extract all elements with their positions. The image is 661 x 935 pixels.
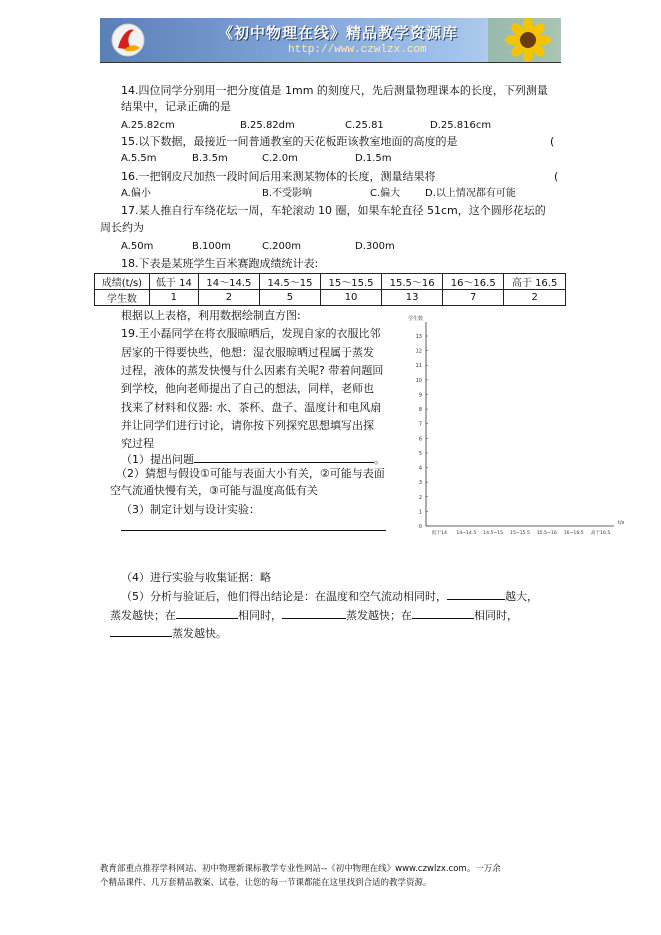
answer-blank-2[interactable]: [447, 588, 505, 600]
site-logo-icon: [110, 22, 146, 58]
q16-option-c: C.偏大: [370, 188, 401, 199]
q18-text: 18.下表是某班学生百米赛跑成绩统计表:: [121, 257, 319, 270]
q17-option-d: D.300m: [355, 241, 395, 252]
histogram-chart: [402, 314, 632, 542]
q19-step1: [121, 451, 385, 467]
q16-option-d: D.以上情况都有可能: [425, 188, 516, 199]
footer-line2: 个精品课件、几万套精品教案、试卷，让您的每一节课都能在这里找到合适的教学资源。: [100, 878, 432, 888]
table-row: [95, 290, 566, 306]
footer-line1: 教育部重点推荐学科网站、初中物理新课标教学专业性网站--《初中物理在线》www.czwlzx.com。一万余: [100, 864, 501, 874]
q17-option-c: C.200m: [262, 241, 301, 252]
q19-step2-line2: 空气流通快慢有关，③可能与温度高低有关: [110, 484, 318, 497]
q17-option-a: A.50m: [121, 241, 154, 252]
q14-line2: 结果中，记录正确的是: [121, 100, 231, 113]
q16-text: 16.一把钢皮尺加热一段时间后用来测某物体的长度，测量结果将: [121, 170, 436, 183]
q19-step5-line2: [110, 607, 518, 623]
table-cell: 10: [321, 290, 382, 306]
table-cell: 高于 16.5: [504, 274, 566, 290]
q19-step5-text-c: 蒸发越快；在: [110, 609, 176, 622]
table-cell: 7: [443, 290, 504, 306]
q15-option-b: B.3.5m: [192, 153, 228, 164]
y-tick-label: 1: [418, 509, 422, 516]
x-tick-label: 低于14: [431, 531, 447, 536]
q15-option-d: D.1.5m: [355, 153, 392, 164]
q15-option-c: C.2.0m: [262, 153, 298, 164]
q18-after: 根据以上表格，利用数据绘制直方图:: [121, 309, 301, 322]
q19-line-5: 找来了材料和仪器: 水、茶杯、盘子、温度计和电风扇: [121, 401, 382, 414]
y-tick-label: 2: [418, 494, 422, 501]
q19-step5-text-g: 蒸发越快。: [172, 627, 227, 640]
table-cell: 2: [504, 290, 566, 306]
y-tick-label: 13: [415, 334, 422, 340]
q16-option-a: A.偏小: [121, 188, 151, 199]
y-tick-label: 7: [418, 421, 422, 428]
q19-step1-label: （1）提出问题: [121, 453, 194, 466]
answer-blank-1[interactable]: [194, 451, 374, 463]
y-tick-label: 4: [418, 465, 422, 472]
banner-url[interactable]: http://www.czwlzx.com: [288, 44, 427, 56]
answer-blank-4[interactable]: [282, 607, 346, 619]
q16-paren: (: [554, 170, 559, 183]
q19-step5-text-a: （5）分析与验证后，他们得出结论是：在温度和空气流动相同时，: [121, 590, 447, 603]
q19-step1-end: 。: [374, 453, 385, 466]
table-cell: 15～15.5: [321, 274, 382, 290]
q19-step3: （3）制定计划与设计实验：: [121, 503, 260, 516]
x-tick-label: 15~15.5: [510, 531, 530, 536]
y-tick-label: 6: [418, 436, 422, 443]
q19-step5-line1: [121, 588, 538, 604]
q19-step5-text-f: 相同时，: [474, 609, 518, 622]
q17-line1: 17.某人推自行车绕花坛一周，车轮滚动 10 圈，如果车轮直径 51cm，这个圆形花坛的: [121, 204, 546, 217]
q19-step5-line3: [110, 625, 227, 641]
q16-option-b: B.不受影响: [262, 188, 313, 199]
q15-text: 15.以下数据，最接近一间普通教室的天花板距该教室地面的高度的是: [121, 135, 458, 148]
q14-option-c: C.25.81: [345, 120, 384, 131]
table-cell: 14.5～15: [259, 274, 320, 290]
y-tick-label: 12: [415, 348, 422, 355]
y-tick-label: 9: [418, 392, 422, 399]
x-axis-label: t/s: [618, 520, 625, 526]
q19-step5-text-b: 越大，: [505, 590, 538, 603]
q19-line-6: 并让同学们进行讨论，请你按下列探究思想填写出探: [121, 419, 374, 432]
q17-option-b: B.100m: [192, 241, 231, 252]
table-cell: 16～16.5: [443, 274, 504, 290]
table-row: [95, 274, 566, 290]
grade-table: [94, 273, 566, 306]
table-cell: 低于 14: [149, 274, 198, 290]
q15-paren: (: [550, 135, 555, 148]
q19-step4: （4）进行实验与收集证据：略: [121, 571, 271, 584]
banner-title: 《初中物理在线》精品教学资源库: [218, 24, 459, 42]
table-cell: 2: [198, 290, 259, 306]
answer-blank-5[interactable]: [412, 607, 474, 619]
table-cell: 5: [259, 290, 320, 306]
table-cell: 1: [149, 290, 198, 306]
answer-line-step3[interactable]: [121, 530, 386, 531]
table-header-cell: 学生数: [95, 290, 150, 306]
q15-option-a: A.5.5m: [121, 153, 157, 164]
footer: [100, 862, 570, 890]
table-cell: 14～14.5: [198, 274, 259, 290]
q14-line1: 14.四位同学分别用一把分度值是 1mm 的刻度尺，先后测量物理课本的长度，下列测量: [121, 84, 548, 97]
q14-option-d: D.25.816cm: [430, 120, 492, 131]
q19-line-7: 究过程: [121, 437, 154, 450]
header-banner: [100, 18, 561, 63]
q14-option-a: A.25.82cm: [121, 120, 175, 131]
sunflower-icon: [488, 18, 561, 62]
y-tick-label: 8: [418, 407, 422, 414]
y-tick-label: 11: [415, 363, 422, 370]
y-tick-label: 5: [418, 450, 422, 457]
q19-line-3: 过程，液体的蒸发快慢与什么因素有关呢? 带着问题回: [121, 364, 384, 377]
y-tick-label: 0: [418, 524, 422, 530]
x-tick-label: 14~14.5: [456, 531, 477, 536]
q19-line-4: 到学校，他向老师提出了自己的想法，同样，老师也: [121, 382, 374, 395]
q19-step5-text-d: 相同时，: [238, 609, 282, 622]
table-cell: 15.5～16: [382, 274, 443, 290]
table-cell: 13: [382, 290, 443, 306]
table-header-cell: 成绩(t/s): [95, 274, 150, 290]
x-tick-label: 14.5~15: [483, 531, 504, 536]
q19-line-1: 19.王小磊同学在将衣服晾晒后，发现自家的衣服比邻: [121, 327, 381, 340]
answer-blank-3[interactable]: [176, 607, 238, 619]
answer-blank-6[interactable]: [110, 625, 172, 637]
y-axis-label: 学生数: [408, 316, 424, 322]
x-tick-label: 15.5~16: [536, 531, 557, 536]
q14-option-b: B.25.82dm: [240, 120, 295, 131]
q19-step2-line1: （2）猜想与假设①可能与表面大小有关，②可能与表面: [116, 467, 385, 480]
q17-line2: 周长约为: [100, 221, 144, 234]
y-tick-label: 3: [418, 480, 422, 487]
x-tick-label: 16~16.5: [563, 531, 584, 536]
x-tick-label: 高于16.5: [590, 531, 611, 536]
q19-step5-text-e: 蒸发越快；在: [346, 609, 412, 622]
y-tick-label: 10: [415, 377, 422, 384]
q19-line-2: 居家的干得要快些，他想：湿衣服晾晒过程属于蒸发: [121, 346, 374, 359]
